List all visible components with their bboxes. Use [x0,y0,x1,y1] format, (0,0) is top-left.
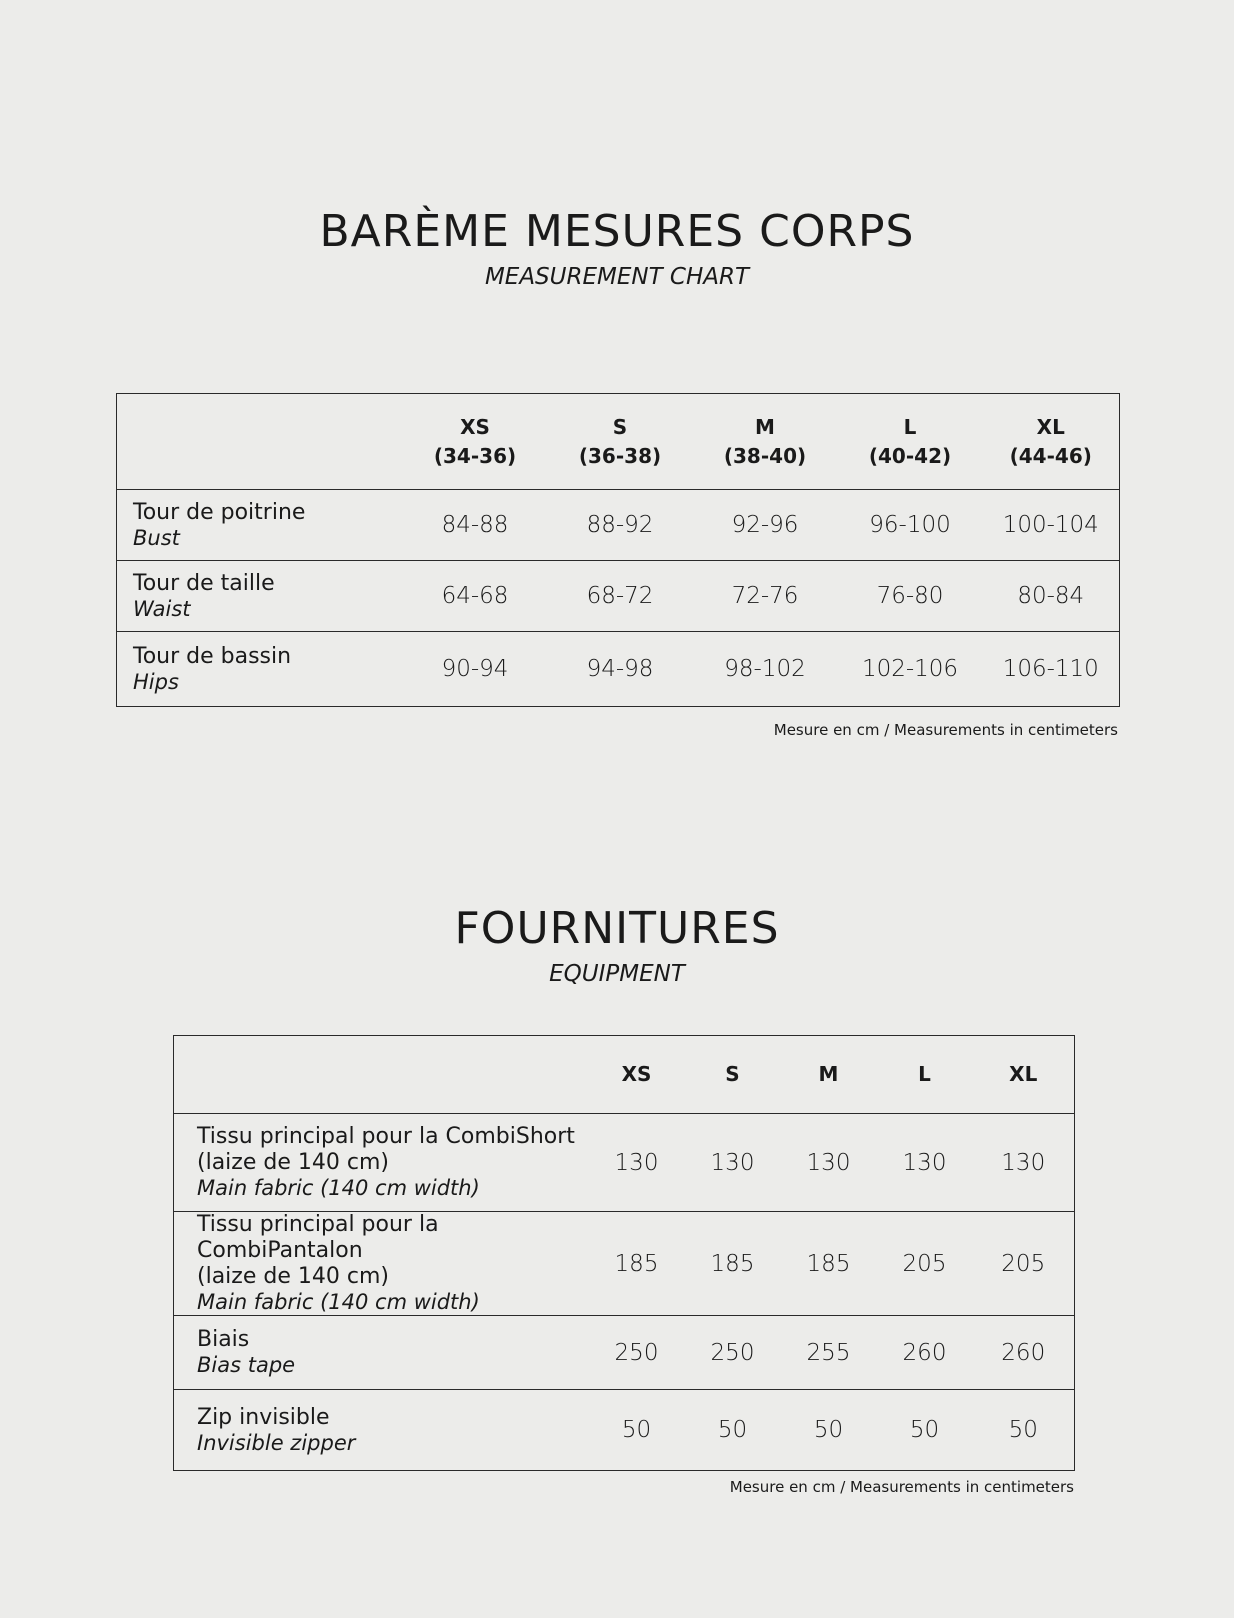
size-label: XS [460,414,490,439]
supplies-table [173,1035,1075,1471]
value-cell: 250 [589,1316,685,1390]
value-cell: 94-98 [548,632,693,707]
size-label: XL [1036,414,1065,439]
supplies-col-m: M [818,1062,839,1086]
value-cell: 96-100 [838,490,983,561]
value-cell: 64-68 [403,561,548,632]
value-cell: 130 [877,1114,973,1212]
table-row [174,1114,1075,1212]
value-cell: 205 [973,1212,1075,1316]
value-cell: 130 [589,1114,685,1212]
measurement-col-xl [983,394,1120,490]
value-cell: 205 [877,1212,973,1316]
value-cell: 80-84 [983,561,1120,632]
row-label [117,632,403,707]
table-row [174,1212,1075,1316]
label-fr: Biais [197,1327,250,1352]
supplies-col-xl: XL [1009,1062,1038,1086]
label-en: Main fabric (140 cm width) [197,1176,480,1200]
supplies-col-xs: XS [621,1062,652,1086]
value-cell: 130 [781,1114,877,1212]
value-cell: 50 [685,1390,781,1471]
measurement-col-m [693,394,838,490]
table-row [174,1390,1075,1471]
supplies-header-row [174,1036,1075,1114]
size-range: (38-40) [723,443,807,468]
label-fr-detail: (laize de 140 cm) [197,1264,389,1289]
value-cell: 68-72 [548,561,693,632]
measurement-col-xs [403,394,548,490]
size-range: (44-46) [1009,443,1092,468]
value-cell: 106-110 [983,632,1120,707]
value-cell: 76-80 [838,561,983,632]
row-label [117,561,403,632]
value-cell: 185 [589,1212,685,1316]
value-cell: 50 [589,1390,685,1471]
size-range: (40-42) [868,443,952,468]
label-en: Invisible zipper [197,1430,356,1455]
value-cell: 102-106 [838,632,983,707]
table-row [117,490,1120,561]
size-range: (36-38) [578,443,662,468]
row-label [117,490,403,561]
label-en: Bias tape [197,1353,296,1377]
label-fr: Tissu principal pour la CombiPantalon [197,1212,439,1263]
label-fr-detail: (laize de 140 cm) [197,1150,389,1175]
measurement-subtitle: MEASUREMENT CHART [484,264,750,290]
value-cell: 260 [877,1316,973,1390]
label-fr: Tissu principal pour la CombiShort [197,1124,575,1149]
value-cell: 260 [973,1316,1075,1390]
value-cell: 50 [973,1390,1075,1471]
value-cell: 100-104 [983,490,1120,561]
label-en: Waist [133,596,191,621]
label-en: Bust [133,525,180,550]
supplies-header-blank [174,1036,589,1114]
value-cell: 185 [781,1212,877,1316]
supplies-col-l: L [918,1062,931,1086]
supplies-note: Mesure en cm / Measurements in centimeters [729,1478,1074,1496]
row-label [174,1390,589,1471]
table-row [117,561,1120,632]
value-cell: 185 [685,1212,781,1316]
value-cell: 88-92 [548,490,693,561]
label-fr: Tour de taille [133,570,275,596]
supplies-col-s: S [725,1062,740,1086]
value-cell: 98-102 [693,632,838,707]
measurement-header-blank [117,394,403,490]
row-label [174,1114,589,1212]
label-fr: Zip invisible [197,1404,330,1430]
measurement-col-l [838,394,983,490]
size-label: S [612,414,628,439]
size-label: L [903,414,917,439]
measurement-title: BARÈME MESURES CORPS [319,206,915,257]
label-fr: Tour de bassin [133,643,292,669]
measurement-col-s [548,394,693,490]
value-cell: 92-96 [693,490,838,561]
value-cell: 50 [877,1390,973,1471]
value-cell: 50 [781,1390,877,1471]
value-cell: 130 [685,1114,781,1212]
size-label: M [755,414,775,439]
measurement-header-row [117,394,1120,490]
measurement-table [116,393,1120,707]
value-cell: 72-76 [693,561,838,632]
size-range: (34-36) [433,443,517,468]
row-label [174,1212,589,1316]
table-row [174,1316,1075,1390]
value-cell: 255 [781,1316,877,1390]
measurement-note: Mesure en cm / Measurements in centimeters [773,721,1118,739]
label-en: Main fabric (140 cm width) [197,1290,480,1314]
value-cell: 90-94 [403,632,548,707]
value-cell: 84-88 [403,490,548,561]
table-row [117,632,1120,707]
row-label [174,1316,589,1390]
label-fr: Tour de poitrine [133,499,306,525]
value-cell: 130 [973,1114,1075,1212]
supplies-title: FOURNITURES [454,903,780,954]
supplies-subtitle: EQUIPMENT [549,961,685,987]
value-cell: 250 [685,1316,781,1390]
label-en: Hips [133,669,179,694]
